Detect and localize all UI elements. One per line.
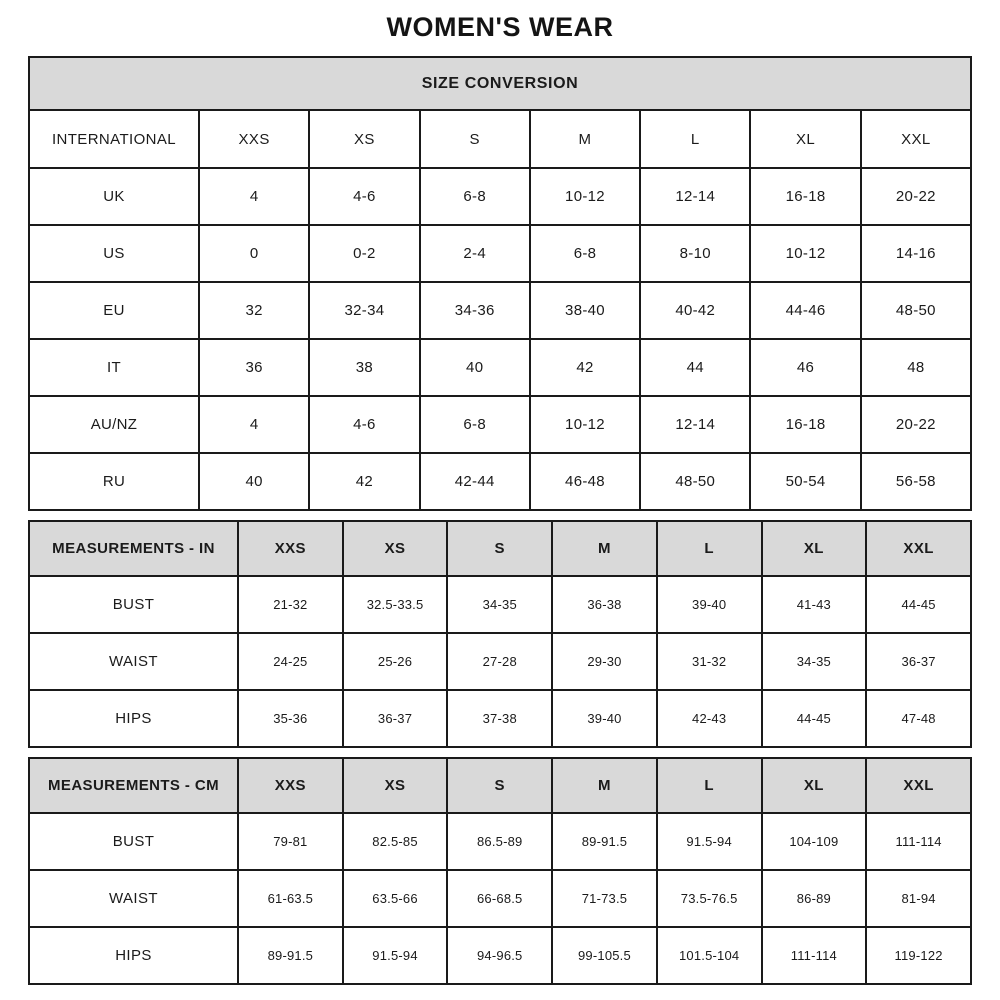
measurements-in-value-cell: 37-38 xyxy=(447,690,552,747)
measurements-cm-value-cell: 111-114 xyxy=(762,927,867,984)
size-conversion-row-label: UK xyxy=(29,168,199,225)
size-conversion-row xyxy=(29,282,971,339)
size-conversion-value-cell: 20-22 xyxy=(861,396,971,453)
measurements-cm-row xyxy=(29,927,971,984)
measurements-cm-value-cell: 111-114 xyxy=(866,813,971,870)
measurements-in-value-cell: 36-37 xyxy=(343,690,448,747)
measurements-in-value-cell: 41-43 xyxy=(762,576,867,633)
meas-in-header-size-7: XXL xyxy=(866,521,971,576)
size-conversion-value-cell: 34-36 xyxy=(420,282,530,339)
measurements-in-value-cell: 36-38 xyxy=(552,576,657,633)
size-conversion-value-cell: 6-8 xyxy=(530,225,640,282)
size-conversion-row xyxy=(29,168,971,225)
size-header-size-6: XL xyxy=(750,110,860,168)
size-conversion-value-cell: 12-14 xyxy=(640,396,750,453)
size-conversion-value-cell: 42-44 xyxy=(420,453,530,510)
measurements-cm-value-cell: 94-96.5 xyxy=(447,927,552,984)
measurements-cm-value-cell: 91.5-94 xyxy=(657,813,762,870)
size-conversion-value-cell: 40 xyxy=(420,339,530,396)
measurements-cm-row xyxy=(29,870,971,927)
measurements-in-row xyxy=(29,633,971,690)
size-conversion-row xyxy=(29,339,971,396)
measurements-in-value-cell: 21-32 xyxy=(238,576,343,633)
measurements-in-row xyxy=(29,690,971,747)
meas-cm-header-size-3: S xyxy=(447,758,552,813)
meas-cm-header-label: MEASUREMENTS - CM xyxy=(29,758,238,813)
size-conversion-value-cell: 8-10 xyxy=(640,225,750,282)
size-conversion-value-cell: 4-6 xyxy=(309,396,419,453)
measurements-cm-value-cell: 91.5-94 xyxy=(343,927,448,984)
size-conversion-value-cell: 32 xyxy=(199,282,309,339)
meas-in-header-size-2: XS xyxy=(343,521,448,576)
page-title: WOMEN'S WEAR xyxy=(386,12,614,42)
measurements-cm-value-cell: 99-105.5 xyxy=(552,927,657,984)
size-conversion-row xyxy=(29,453,971,510)
measurements-cm-value-cell: 86.5-89 xyxy=(447,813,552,870)
measurements-cm-value-cell: 89-91.5 xyxy=(238,927,343,984)
meas-cm-header-size-5: L xyxy=(657,758,762,813)
measurements-in-value-cell: 39-40 xyxy=(552,690,657,747)
size-conversion-value-cell: 44-46 xyxy=(750,282,860,339)
measurements-in-value-cell: 36-37 xyxy=(866,633,971,690)
size-conversion-value-cell: 16-18 xyxy=(750,168,860,225)
meas-cm-header-size-4: M xyxy=(552,758,657,813)
size-conversion-value-cell: 10-12 xyxy=(530,396,640,453)
measurements-in-value-cell: 31-32 xyxy=(657,633,762,690)
meas-in-header-size-3: S xyxy=(447,521,552,576)
measurements-cm-value-cell: 66-68.5 xyxy=(447,870,552,927)
size-conversion-value-cell: 38 xyxy=(309,339,419,396)
size-header-size-7: XXL xyxy=(861,110,971,168)
measurements-in-row-label: BUST xyxy=(29,576,238,633)
size-conversion-value-cell: 50-54 xyxy=(750,453,860,510)
size-header-size-4: M xyxy=(530,110,640,168)
meas-in-header-size-5: L xyxy=(657,521,762,576)
size-conversion-row-label: RU xyxy=(29,453,199,510)
measurements-in-value-cell: 32.5-33.5 xyxy=(343,576,448,633)
size-conversion-value-cell: 6-8 xyxy=(420,168,530,225)
size-conversion-row-label: IT xyxy=(29,339,199,396)
measurements-in-value-cell: 34-35 xyxy=(447,576,552,633)
measurements-in-value-cell: 24-25 xyxy=(238,633,343,690)
measurements-cm-value-cell: 79-81 xyxy=(238,813,343,870)
size-header-size-1: XXS xyxy=(199,110,309,168)
measurements-in-value-cell: 29-30 xyxy=(552,633,657,690)
measurements-cm-value-cell: 61-63.5 xyxy=(238,870,343,927)
meas-cm-header-size-7: XXL xyxy=(866,758,971,813)
size-conversion-value-cell: 46-48 xyxy=(530,453,640,510)
meas-cm-header-size-2: XS xyxy=(343,758,448,813)
size-conversion-value-cell: 42 xyxy=(309,453,419,510)
size-conversion-row-label: US xyxy=(29,225,199,282)
measurements-cm-row-label: BUST xyxy=(29,813,238,870)
measurements-in-header-row xyxy=(29,521,971,576)
size-conversion-row xyxy=(29,396,971,453)
measurements-cm-value-cell: 81-94 xyxy=(866,870,971,927)
measurements-in-value-cell: 44-45 xyxy=(762,690,867,747)
measurements-in-value-cell: 34-35 xyxy=(762,633,867,690)
measurements-in-value-cell: 25-26 xyxy=(343,633,448,690)
size-conversion-value-cell: 4 xyxy=(199,396,309,453)
size-conversion-value-cell: 48-50 xyxy=(861,282,971,339)
measurements-cm-value-cell: 119-122 xyxy=(866,927,971,984)
measurements-cm-value-cell: 86-89 xyxy=(762,870,867,927)
measurements-cm-value-cell: 104-109 xyxy=(762,813,867,870)
measurements-in-row xyxy=(29,576,971,633)
measurements-cm-row-label: HIPS xyxy=(29,927,238,984)
size-conversion-value-cell: 2-4 xyxy=(420,225,530,282)
size-conversion-value-cell: 40 xyxy=(199,453,309,510)
size-conversion-value-cell: 4-6 xyxy=(309,168,419,225)
size-conversion-value-cell: 10-12 xyxy=(750,225,860,282)
size-conversion-row-label: AU/NZ xyxy=(29,396,199,453)
size-header-label: INTERNATIONAL xyxy=(29,110,199,168)
size-header-size-3: S xyxy=(420,110,530,168)
size-conversion-value-cell: 0 xyxy=(199,225,309,282)
size-conversion-value-cell: 12-14 xyxy=(640,168,750,225)
size-conversion-value-cell: 10-12 xyxy=(530,168,640,225)
measurements-cm-row-label: WAIST xyxy=(29,870,238,927)
measurements-in-value-cell: 47-48 xyxy=(866,690,971,747)
measurements-in-value-cell: 27-28 xyxy=(447,633,552,690)
size-conversion-value-cell: 44 xyxy=(640,339,750,396)
measurements-in-row-label: HIPS xyxy=(29,690,238,747)
size-conversion-row-label: EU xyxy=(29,282,199,339)
measurements-cm-value-cell: 82.5-85 xyxy=(343,813,448,870)
measurements-cm-table xyxy=(28,757,972,985)
size-conversion-value-cell: 56-58 xyxy=(861,453,971,510)
meas-in-header-size-4: M xyxy=(552,521,657,576)
meas-in-header-size-6: XL xyxy=(762,521,867,576)
size-conversion-value-cell: 20-22 xyxy=(861,168,971,225)
measurements-in-value-cell: 35-36 xyxy=(238,690,343,747)
measurements-cm-value-cell: 73.5-76.5 xyxy=(657,870,762,927)
size-conversion-title: SIZE CONVERSION xyxy=(29,57,971,110)
measurements-cm-header-row xyxy=(29,758,971,813)
size-conversion-value-cell: 36 xyxy=(199,339,309,396)
measurements-in-value-cell: 39-40 xyxy=(657,576,762,633)
measurements-cm-value-cell: 89-91.5 xyxy=(552,813,657,870)
measurements-in-value-cell: 42-43 xyxy=(657,690,762,747)
size-conversion-value-cell: 32-34 xyxy=(309,282,419,339)
meas-in-header-size-1: XXS xyxy=(238,521,343,576)
size-conversion-value-cell: 48 xyxy=(861,339,971,396)
size-conversion-value-cell: 38-40 xyxy=(530,282,640,339)
measurements-cm-value-cell: 63.5-66 xyxy=(343,870,448,927)
size-conversion-row xyxy=(29,225,971,282)
size-conversion-value-cell: 14-16 xyxy=(861,225,971,282)
meas-in-header-label: MEASUREMENTS - IN xyxy=(29,521,238,576)
size-conversion-banner-row xyxy=(29,57,971,110)
size-conversion-value-cell: 48-50 xyxy=(640,453,750,510)
measurements-cm-value-cell: 101.5-104 xyxy=(657,927,762,984)
size-header-size-5: L xyxy=(640,110,750,168)
size-conversion-header-row xyxy=(29,110,971,168)
measurements-in-value-cell: 44-45 xyxy=(866,576,971,633)
size-header-size-2: XS xyxy=(309,110,419,168)
size-conversion-table xyxy=(28,56,972,511)
meas-cm-header-size-6: XL xyxy=(762,758,867,813)
measurements-in-table xyxy=(28,520,972,748)
size-conversion-value-cell: 40-42 xyxy=(640,282,750,339)
meas-cm-header-size-1: XXS xyxy=(238,758,343,813)
size-conversion-value-cell: 6-8 xyxy=(420,396,530,453)
measurements-in-row-label: WAIST xyxy=(29,633,238,690)
measurements-cm-row xyxy=(29,813,971,870)
size-conversion-value-cell: 42 xyxy=(530,339,640,396)
size-conversion-value-cell: 46 xyxy=(750,339,860,396)
size-conversion-value-cell: 4 xyxy=(199,168,309,225)
measurements-cm-value-cell: 71-73.5 xyxy=(552,870,657,927)
size-conversion-value-cell: 16-18 xyxy=(750,396,860,453)
size-conversion-value-cell: 0-2 xyxy=(309,225,419,282)
